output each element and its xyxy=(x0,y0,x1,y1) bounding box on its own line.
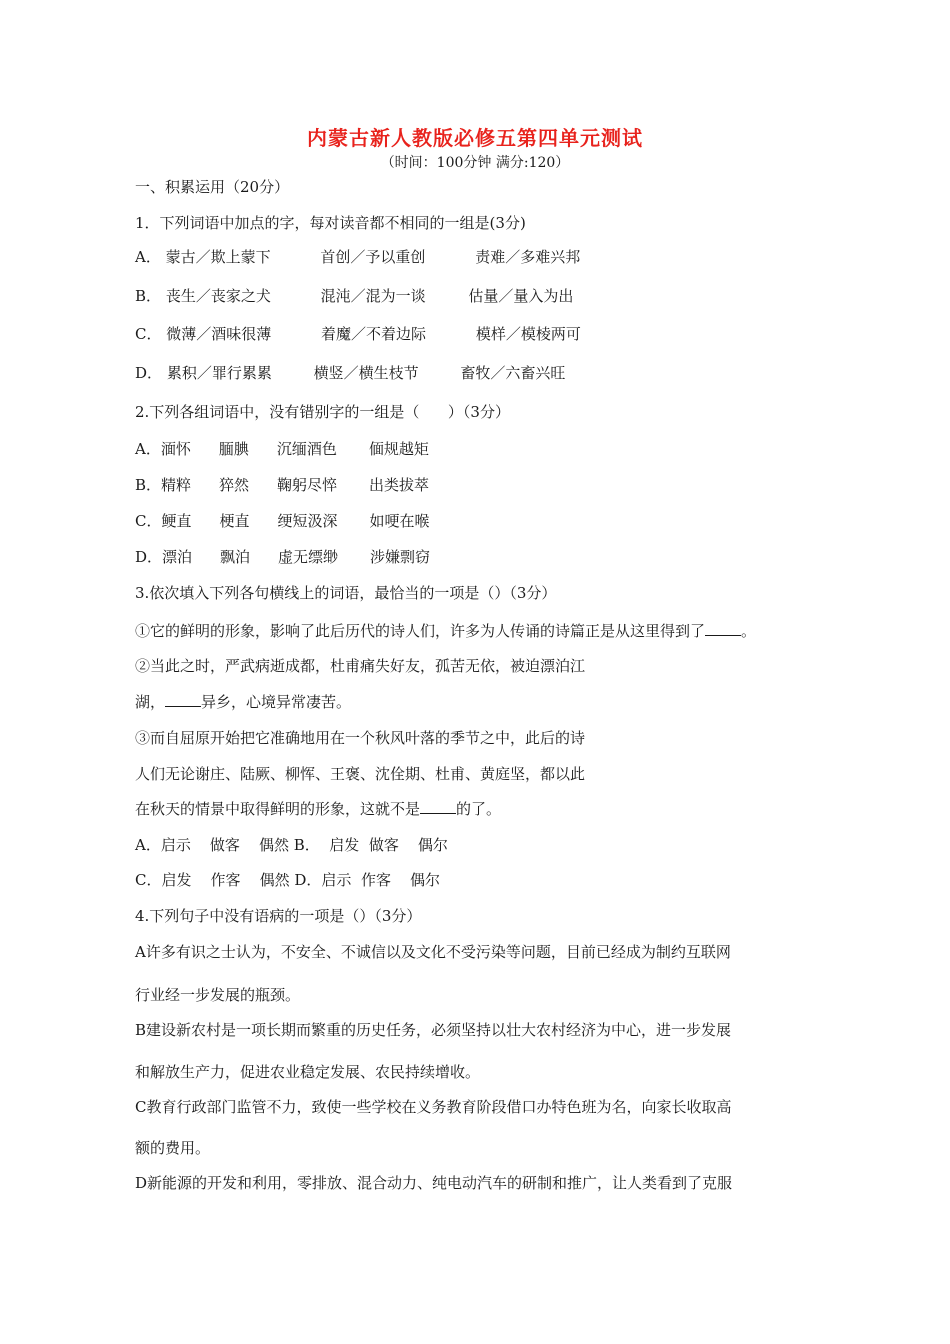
question-2-option-c xyxy=(135,511,430,531)
sentence-text: ①它的鲜明的形象，影响了此后历代的诗人们，许多为人传诵的诗篇正是从这里得到了 xyxy=(135,622,706,640)
question-3-sentence-3-cont: 人们无论谢庄、陆厥、柳恽、王褒、沈佺期、杜甫、黄庭坚，都以此 xyxy=(135,765,586,783)
option-label: D． xyxy=(135,548,163,566)
sentence-text: 湖， xyxy=(135,693,166,711)
question-4-option-c: C教育行政部门监管不力，致使一些学校在义务教育阶段借口办特色班为名，向家长收取高 xyxy=(135,1098,732,1116)
question-4-option-b-cont: 和解放生产力，促进农业稳定发展、农民持续增收。 xyxy=(135,1063,481,1081)
question-3-sentence-2-cont xyxy=(135,692,351,712)
question-2-stem: 2.下列各组词语中，没有错别字的一组是（ ）（3分） xyxy=(135,403,510,421)
word-pair: 蒙古／欺上蒙下 xyxy=(165,248,271,266)
fill-blank xyxy=(165,692,201,707)
option-label: B． xyxy=(135,476,162,494)
document-title: 内蒙古新人教版必修五第四单元测试 xyxy=(307,126,643,150)
sentence-text: 异乡，心境异常凄苦。 xyxy=(201,693,352,711)
sentence-text: 。 xyxy=(741,622,757,640)
word-pair: 模样／模棱两可 xyxy=(475,325,581,343)
word: 漂泊 xyxy=(162,548,193,566)
word-pair: 估量／量入为出 xyxy=(468,287,574,305)
question-3-options-ab: A．启示 做客 偶然 B． 启发 做客 偶尔 xyxy=(135,836,448,854)
option-label: C． xyxy=(135,512,162,530)
fill-blank xyxy=(705,621,741,636)
word-pair: 首创／予以重创 xyxy=(320,248,426,266)
question-1-stem: 1．下列词语中加点的字，每对读音都不相同的一组是(3分) xyxy=(135,214,526,232)
question-4-option-a: A许多有识之士认为，不安全、不诚信以及文化不受污染等问题，目前已经成为制约互联网 xyxy=(135,943,731,961)
question-3-sentence-3-end xyxy=(135,799,501,819)
question-4-stem: 4.下列句子中没有语病的一项是（）（3分） xyxy=(135,907,422,925)
document-subtitle: （时间：100分钟 满分:120） xyxy=(380,155,570,171)
word: 湎怀 xyxy=(160,440,191,458)
word: 猝然 xyxy=(219,476,250,494)
word-pair: 横竖／横生枝节 xyxy=(313,364,419,382)
word: 涉嫌剽窃 xyxy=(370,548,431,566)
sentence-text: 的了。 xyxy=(456,800,502,818)
word: 飘泊 xyxy=(220,548,251,566)
sentence-text: 在秋天的情景中取得鲜明的形象，这就不是 xyxy=(135,800,421,818)
word: 虚无缥缈 xyxy=(278,548,339,566)
question-1-option-b xyxy=(135,286,573,306)
option-label: D． xyxy=(135,364,163,382)
word: 绠短汲深 xyxy=(277,512,338,530)
word: 出类拔萃 xyxy=(369,476,430,494)
question-3-stem: 3.依次填入下列各句横线上的词语，最恰当的一项是（）（3分） xyxy=(135,584,557,602)
question-3-sentence-2: ②当此之时，严武病逝成都，杜甫痛失好友，孤苦无依，被迫漂泊江 xyxy=(135,657,586,675)
question-2-option-d xyxy=(135,547,430,567)
question-4-option-b: B建设新农村是一项长期而繁重的历史任务，必须坚持以壮大农村经济为中心，进一步发展 xyxy=(135,1021,732,1039)
word-pair: 丧生／丧家之犬 xyxy=(165,287,271,305)
option-label: B． xyxy=(135,287,162,305)
question-1-option-c xyxy=(135,324,581,344)
word-pair: 微薄／酒味很薄 xyxy=(166,325,272,343)
section-heading: 一、积累运用（20分） xyxy=(135,178,290,196)
question-3-options-cd: C．启发 作客 偶然 D．启示 作客 偶尔 xyxy=(135,871,441,889)
word: 鲠直 xyxy=(161,512,192,530)
question-3-sentence-3: ③而自屈原开始把它准确地用在一个秋风叶落的季节之中，此后的诗 xyxy=(135,729,586,747)
question-1-option-a xyxy=(135,247,580,267)
question-2-option-a xyxy=(135,439,429,459)
question-4-option-d: D新能源的开发和利用，零排放、混合动力、纯电动汽车的研制和推广，让人类看到了克服 xyxy=(135,1174,733,1192)
question-3-sentence-1 xyxy=(135,621,756,641)
fill-blank xyxy=(420,799,456,814)
word: 梗直 xyxy=(219,512,250,530)
word: 偭规越矩 xyxy=(368,440,429,458)
question-4-option-c-cont: 额的费用。 xyxy=(135,1139,211,1157)
word: 如哽在喉 xyxy=(369,512,430,530)
word: 鞠躬尽悴 xyxy=(277,476,338,494)
word-pair: 着魔／不着边际 xyxy=(321,325,427,343)
option-label: C． xyxy=(135,325,162,343)
word-pair: 混沌／混为一谈 xyxy=(320,287,426,305)
question-2-option-b xyxy=(135,475,429,495)
option-label: A． xyxy=(135,248,161,266)
word: 腼腆 xyxy=(218,440,249,458)
option-label: A． xyxy=(135,440,161,458)
word-pair: 累积／罪行累累 xyxy=(166,364,272,382)
question-1-option-d xyxy=(135,363,565,383)
word-pair: 畜牧／六畜兴旺 xyxy=(460,364,566,382)
question-4-option-a-cont: 行业经一步发展的瓶颈。 xyxy=(135,986,301,1004)
word-pair: 责难／多难兴邦 xyxy=(475,248,581,266)
word: 沉缅酒色 xyxy=(276,440,337,458)
word: 精粹 xyxy=(161,476,192,494)
